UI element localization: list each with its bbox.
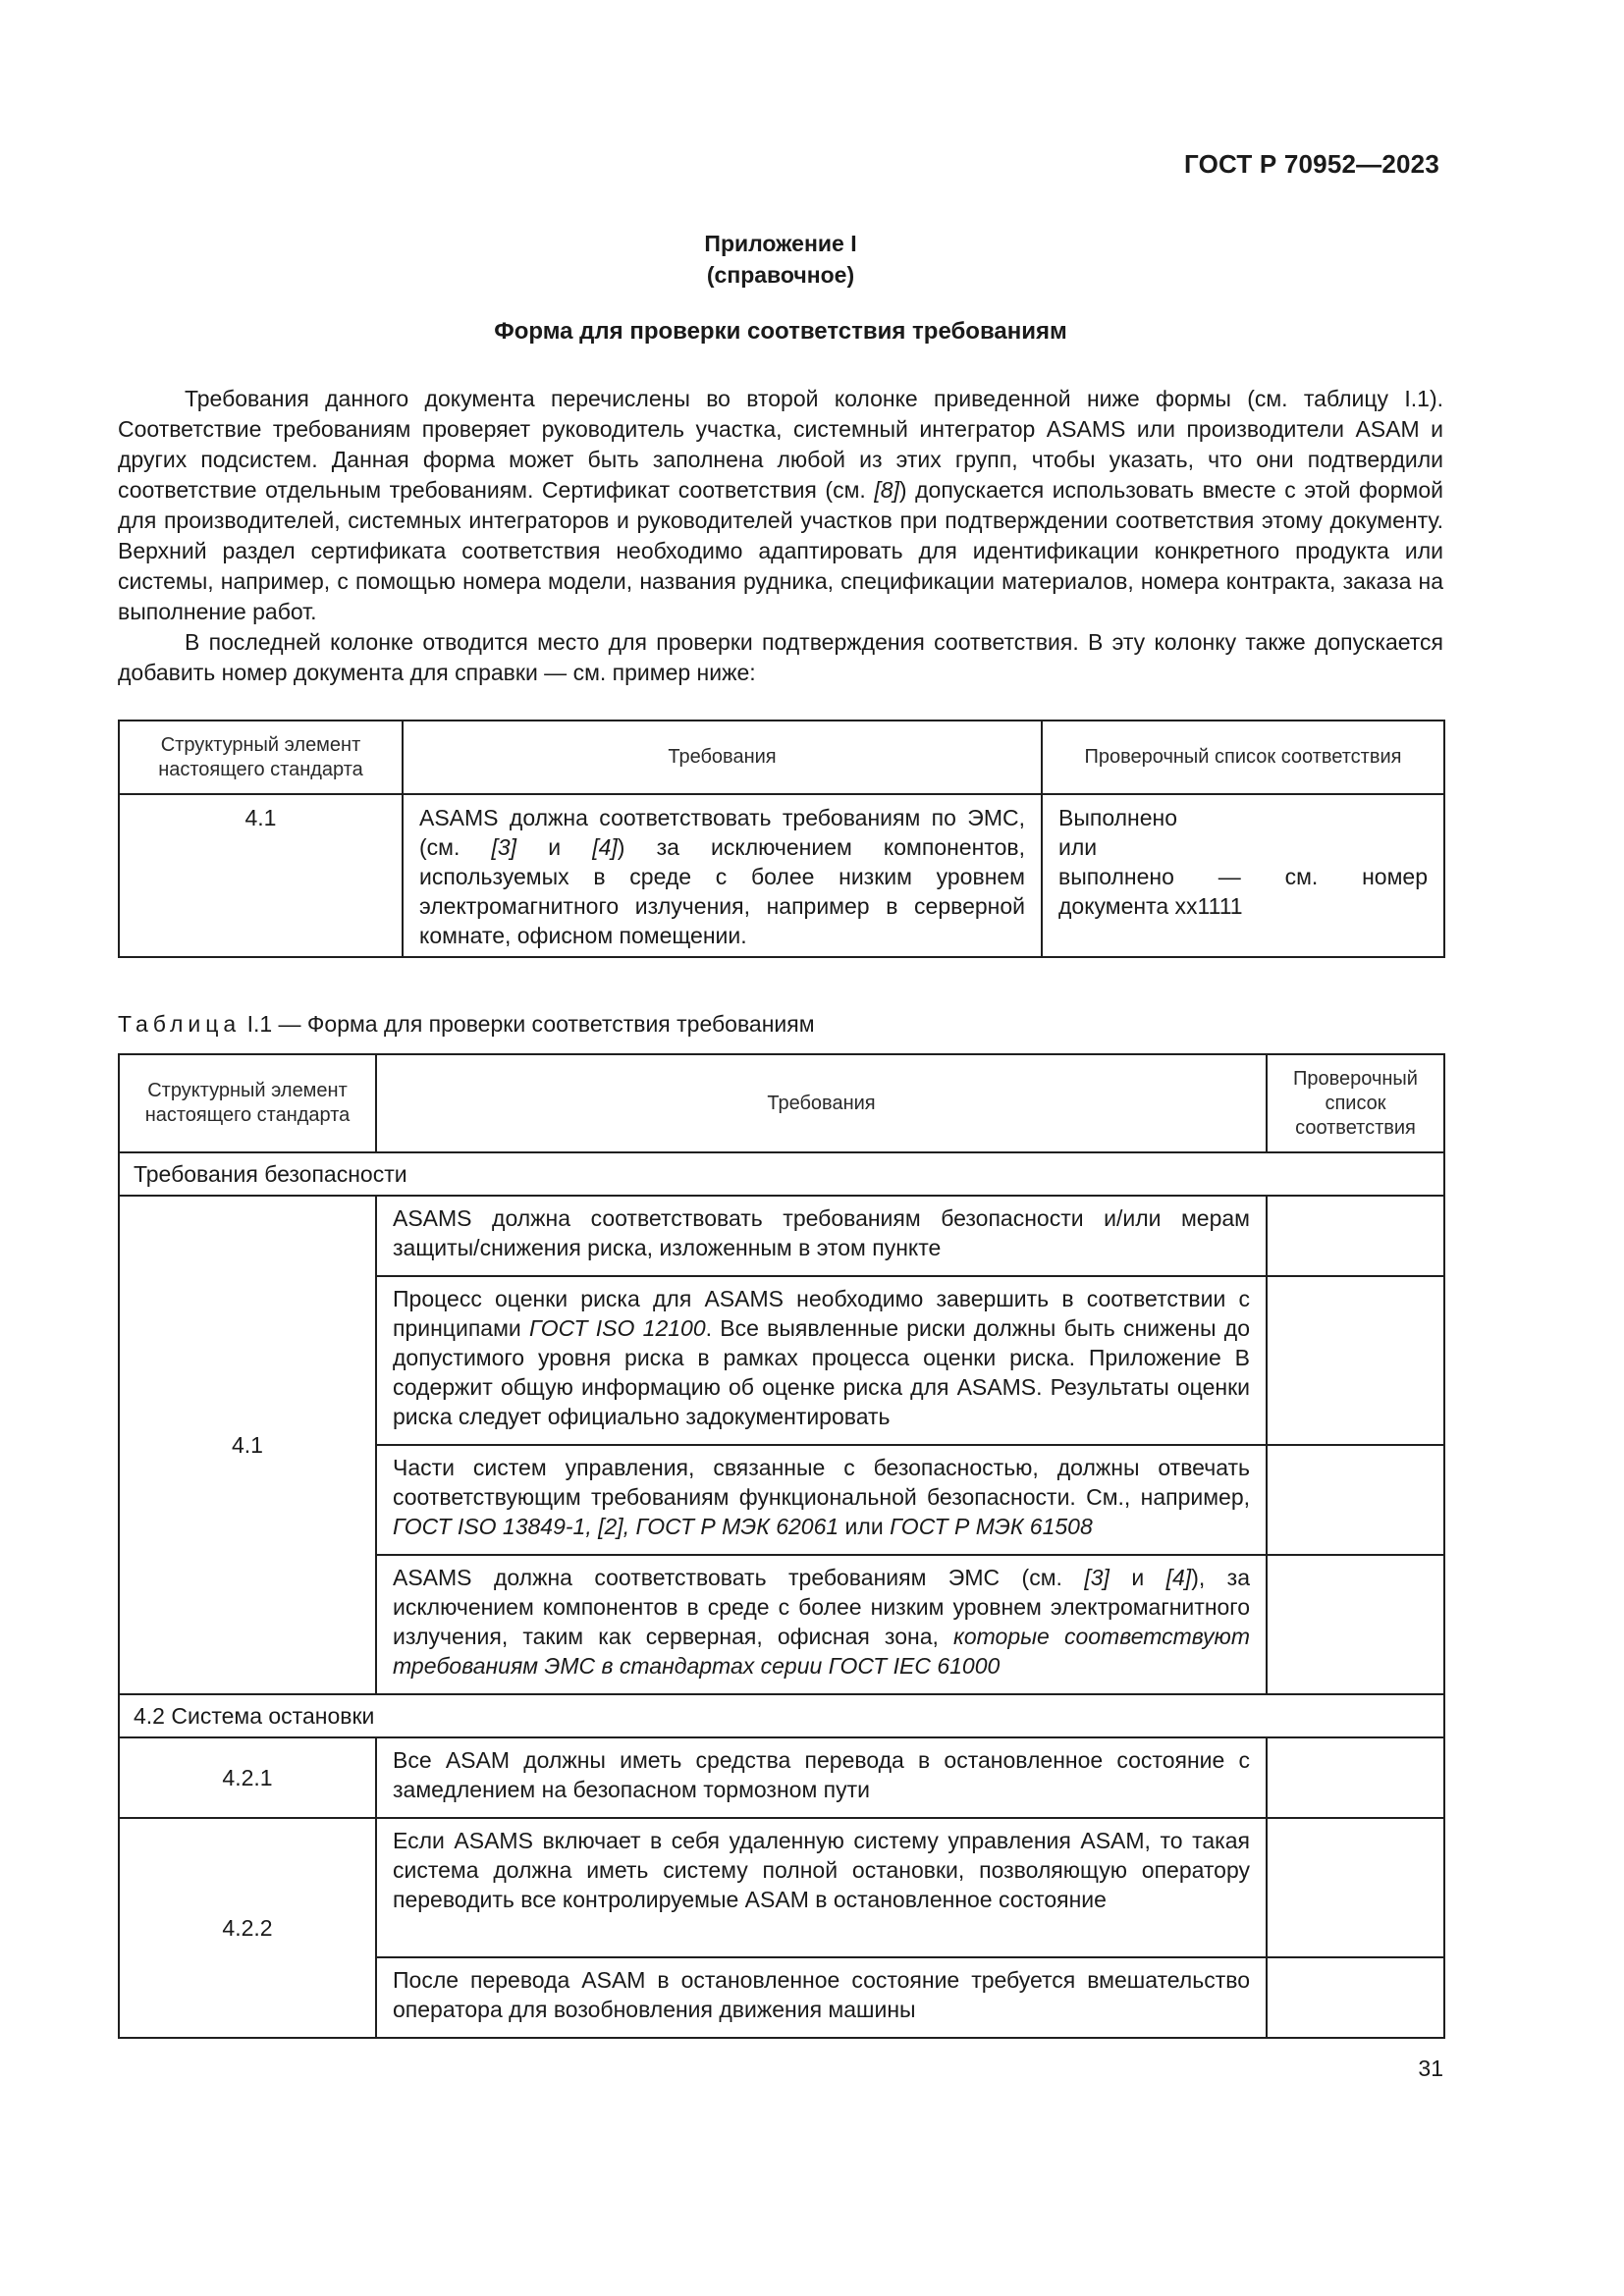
checklist-cell[interactable] xyxy=(1267,1957,1444,2038)
column-header: Требования xyxy=(376,1054,1267,1152)
requirement-cell: ASAMS должна соответствовать требованиям по ЭМС, (см. [3] и [4]) за исключением компонентов, используемых в среде с более низким уровнем электромагнитного излучения, например в серверной комнате, офисном помещении. xyxy=(403,794,1042,957)
standard-code: ГОСТ Р 70952—2023 xyxy=(1184,149,1439,179)
requirement-cell: ASAMS должна соответствовать требованиям безопасности и/или мерам защиты/снижения риска, изложенным в этом пункте xyxy=(376,1196,1267,1276)
checklist-cell[interactable] xyxy=(1267,1445,1444,1555)
form-title: Форма для проверки соответствия требованиям xyxy=(494,318,1067,345)
structural-element-cell: 4.2.2 xyxy=(119,1818,376,2038)
section-title: 4.2 Система остановки xyxy=(119,1694,1444,1737)
requirement-cell: Процесс оценки риска для ASAMS необходимо завершить в соответствии с принципами ГОСТ ISO 12100. Все выявленные риски должны быть снижены до допустимого уровня риска в рамках процесса оценки риска. Приложение B содержит общую информацию об оценке риска для ASAMS. Результаты оценки риска следует официально задокументировать xyxy=(376,1276,1267,1445)
intro-paragraph-2: В последней колонке отводится место для проверки подтверждения соответствия. В эту колонку также допускается добавить номер документа для справки — см. пример ниже: xyxy=(118,629,1443,685)
compliance-table-header xyxy=(119,1054,1444,1152)
table-row xyxy=(119,1737,1444,1818)
checklist-cell[interactable] xyxy=(1267,1818,1444,1957)
appendix-heading xyxy=(118,228,1443,291)
section-title: Требования безопасности xyxy=(119,1152,1444,1196)
table-row xyxy=(119,1196,1444,1276)
requirement-cell: Части систем управления, связанные с безопасностью, должны отвечать соответствующим требованиям функциональной безопасности. См., например, ГОСТ ISO 13849-1, [2], ГОСТ Р МЭК 62061 или ГОСТ Р МЭК 61508 xyxy=(376,1445,1267,1555)
section-row xyxy=(119,1152,1444,1196)
table-caption: Таблица I.1 — Форма для проверки соответствия требованиям xyxy=(118,1011,815,1037)
appendix-kind: (справочное) xyxy=(706,262,855,288)
requirement-cell: Все ASAM должны иметь средства перевода в остановленное состояние с замедлением на безопасном тормозном пути xyxy=(376,1737,1267,1818)
checklist-cell[interactable] xyxy=(1267,1555,1444,1694)
column-header: Проверочный список соответствия xyxy=(1042,721,1444,794)
checklist-cell[interactable] xyxy=(1267,1196,1444,1276)
structural-element-cell: 4.1 xyxy=(119,794,403,957)
appendix-title: Приложение I xyxy=(704,231,857,256)
requirement-cell: После перевода ASAM в остановленное состояние требуется вмешательство оператора для возобновления движения машины xyxy=(376,1957,1267,2038)
compliance-table xyxy=(118,1053,1445,2039)
table-row xyxy=(119,1818,1444,1957)
structural-element-cell: 4.2.1 xyxy=(119,1737,376,1818)
checklist-cell[interactable] xyxy=(1267,1737,1444,1818)
page-number: 31 xyxy=(1418,2056,1443,2081)
reference-link: [8] xyxy=(874,477,899,503)
column-header: Проверочный список соответствия xyxy=(1267,1054,1444,1152)
column-header: Структурный элемент настоящего стандарта xyxy=(119,721,403,794)
intro-text xyxy=(118,384,1443,688)
example-table xyxy=(118,720,1445,958)
structural-element-cell: 4.1 xyxy=(119,1196,376,1694)
checklist-cell[interactable] xyxy=(1267,1276,1444,1445)
requirement-cell: ASAMS должна соответствовать требованиям ЭМС (см. [3] и [4]), за исключением компонентов в среде с более низким уровнем электромагнитного излучения, таким как серверная, офисная зона, которые соответствуют требованиям ЭМС в стандартах серии ГОСТ IEC 61000 xyxy=(376,1555,1267,1694)
section-row xyxy=(119,1694,1444,1737)
table-row xyxy=(119,794,1444,957)
column-header: Структурный элемент настоящего стандарта xyxy=(119,1054,376,1152)
example-table-header xyxy=(119,721,1444,794)
requirement-cell: Если ASAMS включает в себя удаленную систему управления ASAM, то такая система должна иметь систему полной остановки, позволяющую оператору переводить все контролируемые ASAM в остановленное состояние xyxy=(376,1818,1267,1957)
checklist-cell: Выполнено или выполнено — см. номер документа хх1111 xyxy=(1042,794,1444,957)
column-header: Требования xyxy=(403,721,1042,794)
intro-paragraph-1: Требования данного документа перечислены во второй колонке приведенной ниже формы (см. таблицу I.1). Соответствие требованиям проверяет руководитель участка, системный интегратор ASAMS или производители ASAM и других подсистем. Данная форма может быть заполнена любой из этих групп, чтобы указать, что они подтвердили соответствие отдельным требованиям. Сертификат соответствия (см. [8]) допускается использовать вместе с этой формой для производителей, системных интеграторов и руководителей участков при подтверждении соответствия этому документу. Верхний раздел сертификата соответствия необходимо адаптировать для идентификации конкретного продукта или системы, например, с помощью номера модели, названия рудника, спецификации материалов, номера контракта, заказа на выполнение работ. xyxy=(118,386,1443,624)
